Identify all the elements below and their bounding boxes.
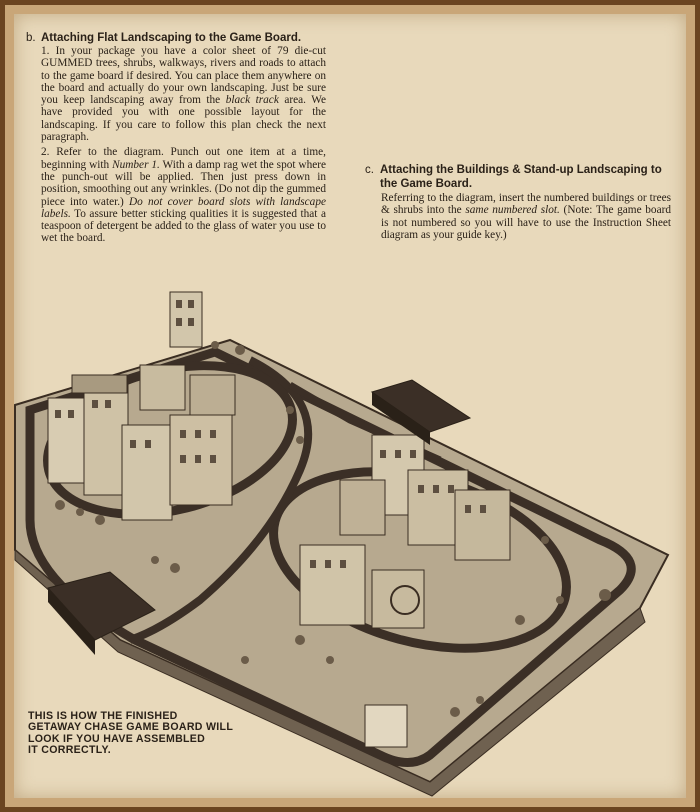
section-b-heading — [26, 31, 326, 45]
section-c — [365, 163, 671, 244]
section-c-paragraph: Referring to the diagram, insert the numbered buildings or trees & shrubs into the same numbered slot. (Note: The game board is not numbered so you will have to use the Instruction Sheet diagram as your guide key.) — [381, 192, 671, 241]
corner-building — [170, 292, 202, 347]
section-b — [26, 31, 326, 248]
section-b-paragraph-1: 1. In your package you have a color sheet of 79 die-cut GUMMED trees, shrubs, walkways, rivers and roads to attach to the game board if desired. You can place them anywhere on the board and actually do your own landscaping. Just be sure you keep landscaping away from the black track area. We have provided you with one possible layout for the landscaping. If you care to follow this plan check the next paragraph. — [41, 45, 326, 144]
board-caption: THIS IS HOW THE FINISHED GETAWAY CHASE GAME BOARD WILL LOOK IF YOU HAVE ASSEMBLED IT CORRECTLY. — [28, 710, 234, 757]
section-b-title: Attaching Flat Landscaping to the Game Board. — [41, 32, 302, 44]
section-b-letter: b. — [26, 32, 36, 44]
section-c-title: Attaching the Buildings & Stand-up Landscaping to the Game Board. — [380, 164, 662, 190]
section-b-paragraph-2: 2. Refer to the diagram. Punch out one item at a time, beginning with Number 1. With a damp rag wet the spot where the punch-out will be applied. Then just press down in position, smoothing out any wrinkles. (Do not dip the gummed piece into water.) Do not cover board slots with landscape labels. To assure better sticking qualities it is suggested that a teaspoon of detergent be added to the glass of water you use to wet the board. — [41, 146, 327, 245]
section-c-heading — [365, 163, 671, 191]
bottom-storefront — [365, 705, 407, 747]
section-c-letter: c. — [365, 164, 374, 176]
